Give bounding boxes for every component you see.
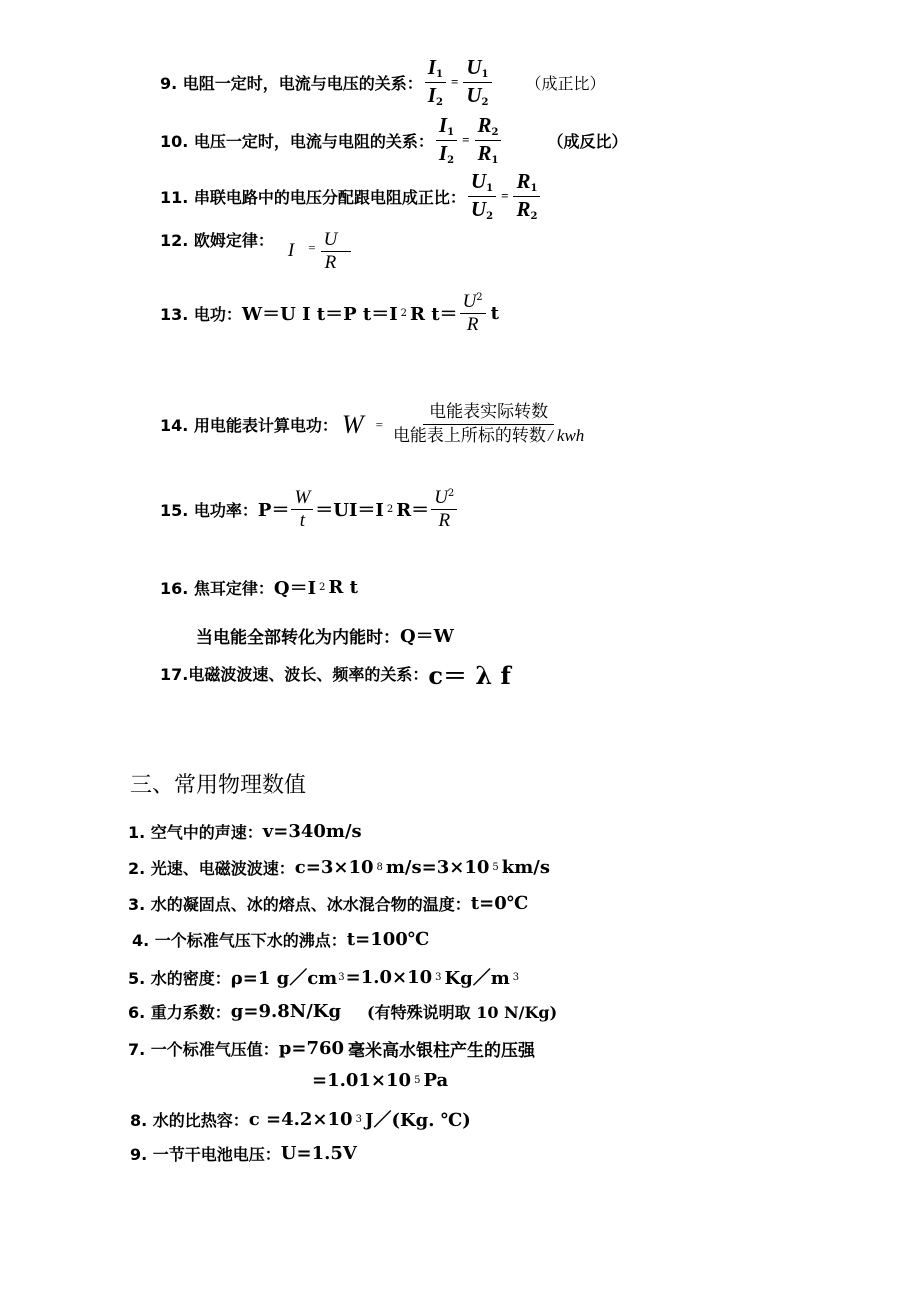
value-item-3: 3. 水的凝固点、冰的熔点、冰水混合物的温度： t=0℃ <box>128 893 529 914</box>
formula-17: 17.电磁波波速、波长、频率的关系： c＝ λ f <box>160 661 511 690</box>
fraction: $\frac{R_2}{R_1}$ <box>475 114 502 166</box>
fraction: $\frac{U}{R}$ <box>321 230 352 273</box>
formula-label: 13. 电功： <box>160 304 242 324</box>
fraction: $\frac{\text{电能表实际转数}}{\text{电能表上所标的转数 / kwh}}$ <box>392 402 585 446</box>
fraction: $\frac{U_1}{U_2}$ <box>463 56 491 108</box>
formula-14: 14. 用电能表计算电功： W = $\frac{\text{电能表实际转数}}{\text{电能表上所标的转数 / kwh}}$ <box>160 402 585 446</box>
value-item-6: 6. 重力系数： g=9.8N/Kg (有特殊说明取 10 N/Kg) <box>128 1001 558 1022</box>
formula-label: 10. 电压一定时，电流与电阻的关系： <box>160 131 434 151</box>
formula-label: 11. 串联电路中的电压分配跟电阻成正比： <box>160 187 466 207</box>
formula-16: 16. 焦耳定律： Q＝I 2 R t <box>160 576 358 599</box>
value-item-8: 8. 水的比热容： c =4.2×10 3 J／(Kg. ℃) <box>130 1108 471 1131</box>
fraction: $\frac{U_1}{U_2}$ <box>468 170 496 222</box>
value-item-2: 2. 光速、电磁波波速： c=3×10 8 m/s=3×10 5 km/s <box>128 857 550 878</box>
fraction: $\frac{U^2}{R}$ <box>460 292 486 335</box>
formula-label: 12. 欧姆定律： <box>160 231 274 250</box>
value-item-5: 5. 水的密度： ρ=1 g／cm 3 =1.0×10 3 Kg／m 3 <box>128 966 520 989</box>
value-item-7: 7. 一个标准气压值： p=760 毫米高水银柱产生的压强 <box>128 1038 536 1061</box>
formula-15: 15. 电功率： P＝ $\frac{W}{t}$ ＝UI＝I 2 R＝ $\frac{U^2}{R}$ <box>160 488 459 531</box>
value-item-9: 9. 一节干电池电压： U=1.5V <box>130 1143 357 1164</box>
formula-10: 10. 电压一定时，电流与电阻的关系： $\frac{I_1}{I_2}$ = $\frac{R_2}{R_1}$ （成反比） <box>160 113 628 166</box>
formula-13: 13. 电功： W＝U I t＝P t＝I 2 R t＝ $\frac{U^2}{R}$ t <box>160 291 499 335</box>
formula-9: 9. 电阻一定时，电流与电压的关系： $\frac{I_1}{I_2}$ = $\frac{U_1}{U_2}$ （成正比） <box>160 55 606 108</box>
formula-11: 11. 串联电路中的电压分配跟电阻成正比： $\frac{U_1}{U_2}$ = $\frac{R_1}{R_2}$ <box>160 170 542 222</box>
formula-label: 当电能全部转化为内能时： <box>196 627 400 648</box>
formula-label: 14. 用电能表计算电功： <box>160 416 338 436</box>
formula-label: 17.电磁波波速、波长、频率的关系： <box>160 665 429 684</box>
value-item-4: 4. 一个标准气压下水的沸点： t=100℃ <box>132 929 430 950</box>
fraction: $\frac{I_1}{I_2}$ <box>425 56 446 108</box>
value-item-7-line2: =1.01×10 5 Pa <box>312 1070 449 1091</box>
formula-16-note: 当电能全部转化为内能时： Q＝W <box>196 622 454 648</box>
formula-12: 12. 欧姆定律： I = $\frac{U}{R}$ <box>160 224 353 273</box>
formula-note: （成反比） <box>547 131 628 151</box>
formula-note: （成正比） <box>525 73 606 93</box>
fraction: $\frac{W}{t}$ <box>291 488 313 531</box>
fraction: $\frac{U^2}{R}$ <box>431 488 457 531</box>
formula-label: 15. 电功率： <box>160 500 258 520</box>
fraction: $\frac{I_1}{I_2}$ <box>436 114 457 166</box>
value-item-1: 1. 空气中的声速： v=340m/s <box>128 821 362 842</box>
formula-label: 9. 电阻一定时，电流与电压的关系： <box>160 73 423 93</box>
formula-label: 16. 焦耳定律： <box>160 578 274 598</box>
section-title: 三、常用物理数值 <box>130 773 307 798</box>
fraction: $\frac{R_1}{R_2}$ <box>513 170 540 222</box>
